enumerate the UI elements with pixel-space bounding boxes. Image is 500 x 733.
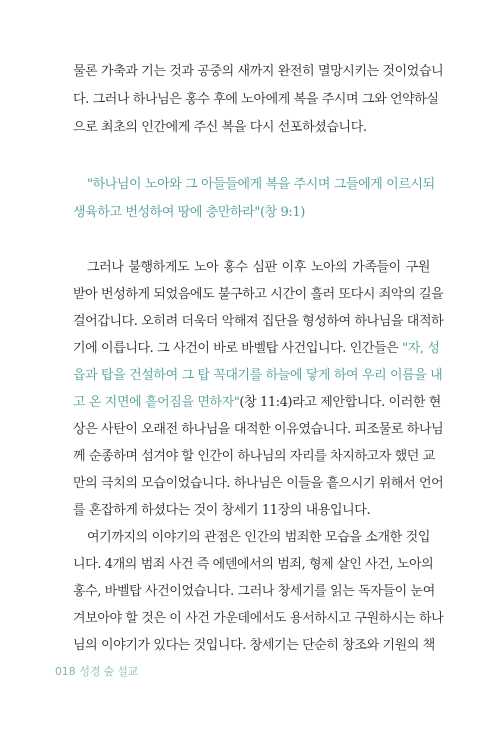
para2-line-8: 께 순종하며 섬겨야 할 인간이 하나님의 자리를 차지하고자 했던 교 xyxy=(73,449,435,464)
para3-line-1: 여기까지의 이야기의 관점은 인간의 범죄한 모습을 소개한 것입 xyxy=(87,530,430,545)
para2-line-4-text: 기에 이릅니다. 그 사건이 바로 바벨탑 사건입니다. 인간들은 xyxy=(73,341,403,356)
para2-line-6-text: (창 11:4)라고 제안합니다. 이러한 현 xyxy=(239,395,441,410)
para1-line-2: 다. 그러나 하나님은 홍수 후에 노아에게 복을 주시며 그와 언약하실 xyxy=(73,92,439,107)
book-title: 성경 숲 설교 xyxy=(79,665,139,678)
babel-quote-end: 고 온 지면에 흩어짐을 면하자" xyxy=(73,395,240,410)
para2-line-7: 상은 사탄이 오래전 하나님을 대적한 이유였습니다. 피조물로 하나님 xyxy=(73,422,444,437)
para3-line-3: 홍수, 바벨탑 사건이었습니다. 그러나 창세기를 읽는 독자들이 눈여 xyxy=(73,584,435,599)
para2-line-2: 받아 번성하게 되었음에도 불구하고 시간이 흘러 또다시 죄악의 길을 xyxy=(73,287,444,302)
para2-line-6 xyxy=(73,393,441,413)
quote-line-2: 생육하고 번성하여 땅에 충만하라"(창 9:1) xyxy=(73,205,305,220)
babel-quote-middle: 읍과 탑을 건설하여 그 탑 꼭대기를 하늘에 닿게 하여 우리 이름을 내 xyxy=(73,368,443,383)
babel-quote-start: "자, 성 xyxy=(402,341,440,356)
para3-line-4: 겨보아야 할 것은 이 사건 가운데에서도 용서하시고 구원하시는 하나 xyxy=(73,611,444,626)
para1-line-3: 으로 최초의 인간에게 주신 복을 다시 선포하셨습니다. xyxy=(73,120,367,135)
para2-line-1: 그러나 불행하게도 노아 홍수 심판 이후 노아의 가족들이 구원 xyxy=(87,260,430,275)
page-footer xyxy=(55,663,138,679)
quote-line-1: "하나님이 노아와 그 아들들에게 복을 주시며 그들에게 이르시되 xyxy=(87,177,435,192)
para1-line-1: 물론 가축과 기는 것과 공중의 새까지 완전히 멸망시키는 것이었습니 xyxy=(73,64,444,79)
para2-line-9: 만의 극치의 모습이었습니다. 하나님은 이들을 흩으시기 위해서 언어 xyxy=(73,476,444,491)
para2-line-4 xyxy=(73,339,440,359)
para2-line-10: 를 혼잡하게 하셨다는 것이 창세기 11장의 내용입니다. xyxy=(73,503,371,518)
para3-line-5: 님의 이야기가 있다는 것입니다. 창세기는 단순히 창조와 기원의 책 xyxy=(73,638,435,653)
para2-line-3: 걸어갑니다. 오히려 더욱더 악해져 집단을 형성하여 하나님을 대적하 xyxy=(73,314,444,329)
page-number: 018 xyxy=(55,665,76,678)
para3-line-2: 니다. 4개의 범죄 사건 즉 에덴에서의 범죄, 형제 살인 사건, 노아의 xyxy=(73,557,434,572)
